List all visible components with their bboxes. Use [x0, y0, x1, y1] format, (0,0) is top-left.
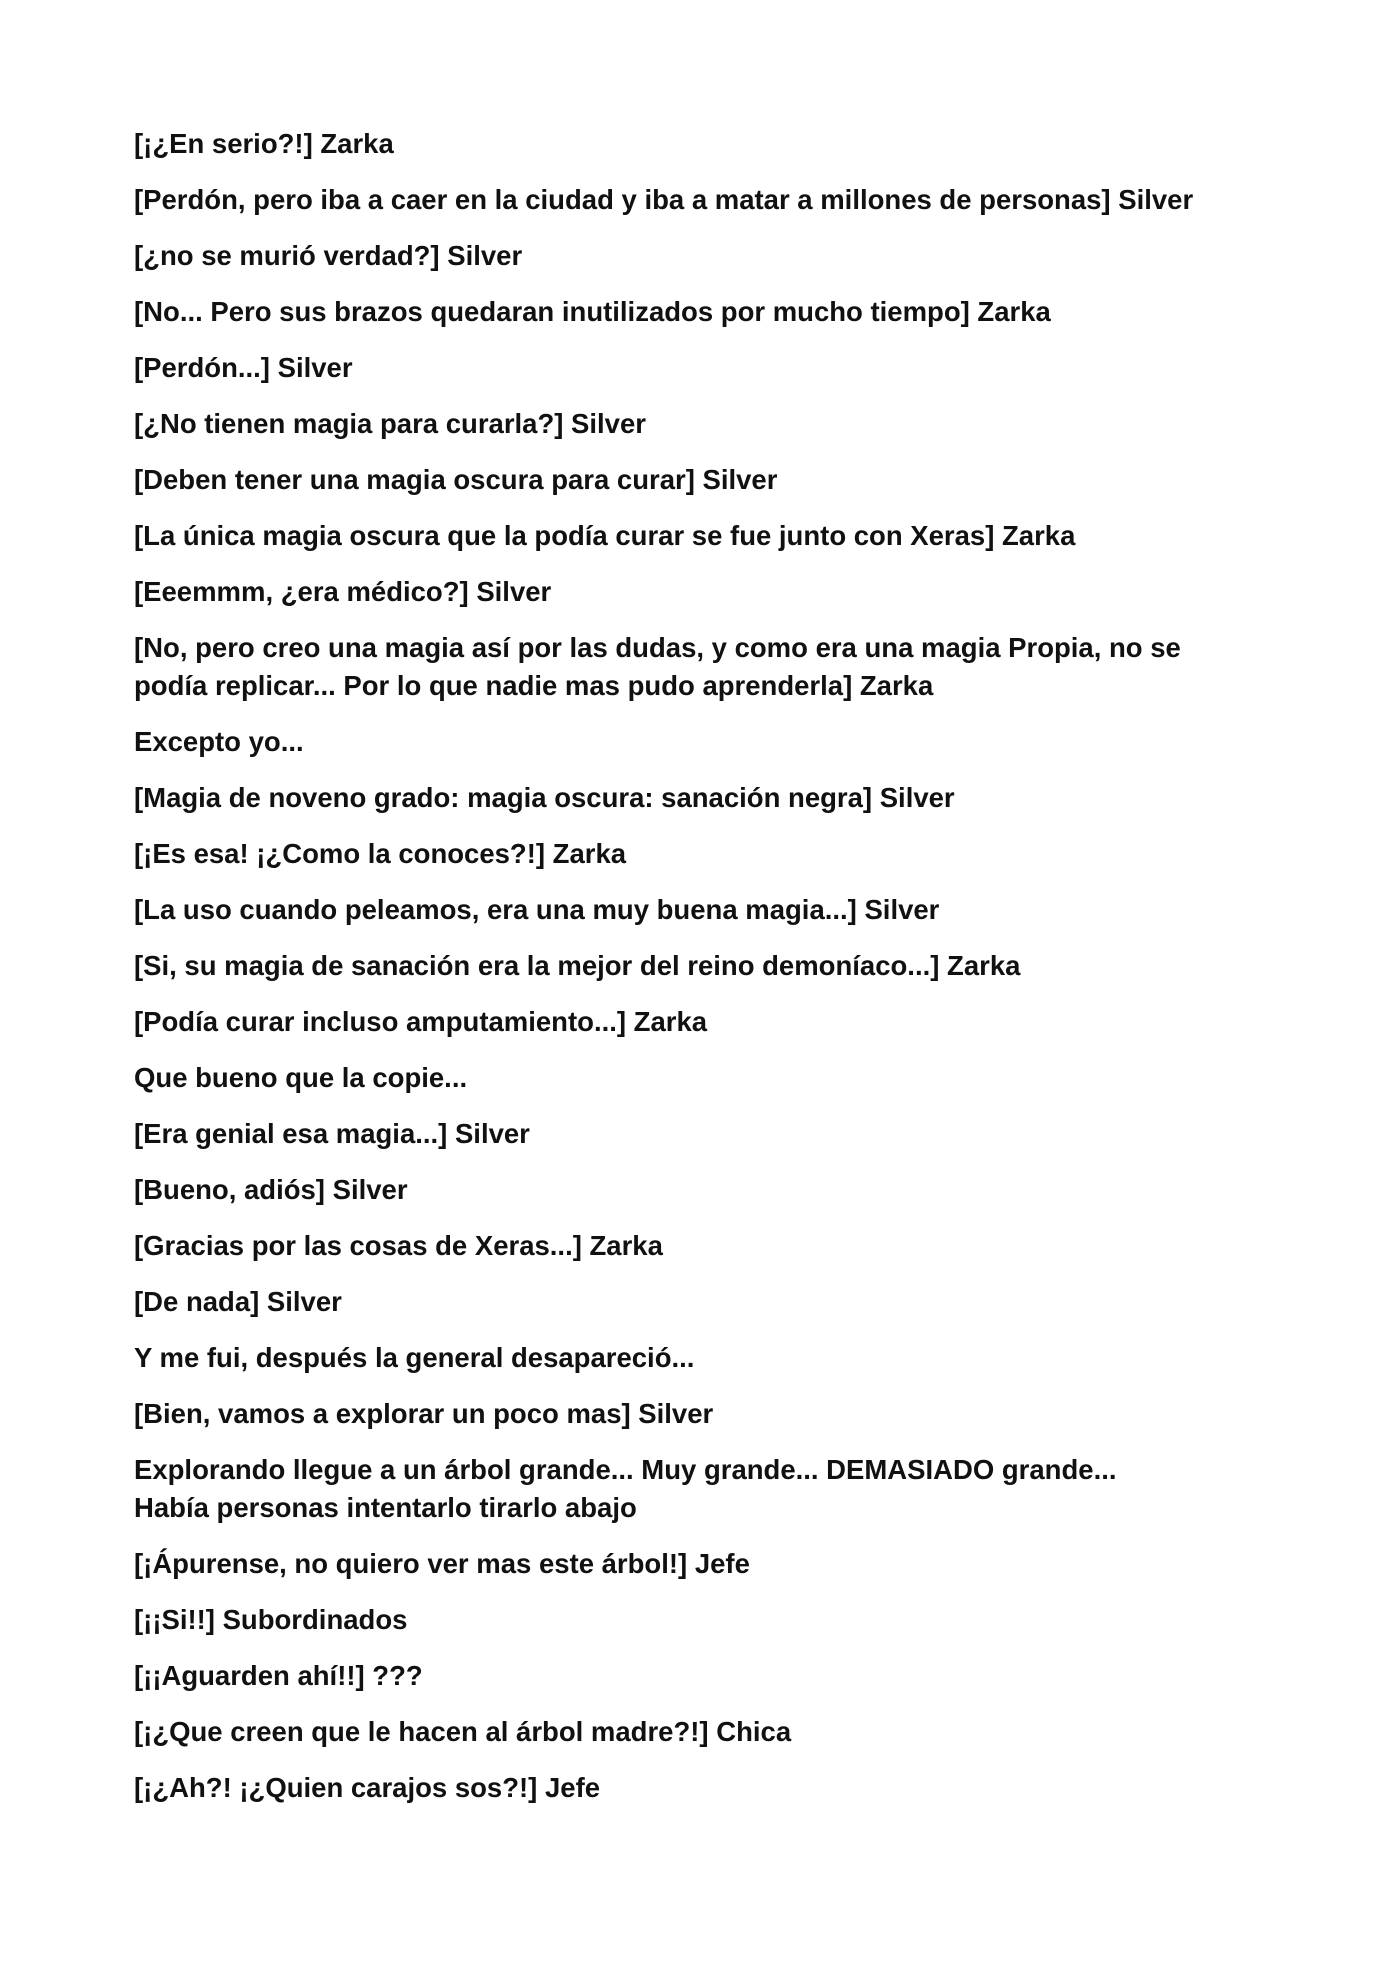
text-line: [¡¿Que creen que le hacen al árbol madre?!] Chica — [134, 1716, 792, 1747]
paragraph — [134, 517, 1284, 555]
paragraph — [134, 125, 1284, 163]
paragraph — [134, 1601, 1284, 1639]
paragraph — [134, 1003, 1284, 1041]
paragraph — [134, 181, 1284, 219]
text-line: [¡Ápurense, no quiero ver mas este árbol!] Jefe — [134, 1548, 750, 1579]
paragraph — [134, 461, 1284, 499]
text-line: Y me fui, después la general desapareció... — [134, 1342, 695, 1373]
text-line: Había personas intentarlo tirarlo abajo — [134, 1492, 637, 1523]
text-line: [Si, su magia de sanación era la mejor del reino demoníaco...] Zarka — [134, 950, 1021, 981]
paragraph — [134, 1283, 1284, 1321]
paragraph — [134, 891, 1284, 929]
paragraph — [134, 1657, 1284, 1695]
text-line: [¿No tienen magia para curarla?] Silver — [134, 408, 646, 439]
paragraph — [134, 1115, 1284, 1153]
paragraph — [134, 1171, 1284, 1209]
text-line: [No... Pero sus brazos quedaran inutilizados por mucho tiempo] Zarka — [134, 296, 1051, 327]
paragraph — [134, 1713, 1284, 1751]
text-line: [Perdón, pero iba a caer en la ciudad y iba a matar a millones de personas] Silver — [134, 184, 1194, 215]
text-line: [Podía curar incluso amputamiento...] Zarka — [134, 1006, 708, 1037]
paragraph — [134, 779, 1284, 817]
paragraph — [134, 1395, 1284, 1433]
text-line: [¡Es esa! ¡¿Como la conoces?!] Zarka — [134, 838, 627, 869]
paragraph — [134, 237, 1284, 275]
paragraph — [134, 1769, 1284, 1807]
paragraph — [134, 405, 1284, 443]
paragraph — [134, 947, 1284, 985]
text-line: Excepto yo... — [134, 726, 304, 757]
text-line: [No, pero creo una magia así por las dudas, y como era una magia Propia, no se — [134, 632, 1181, 663]
paragraph — [134, 573, 1284, 611]
paragraph — [134, 723, 1284, 761]
paragraph — [134, 349, 1284, 387]
text-line: [Eeemmm, ¿era médico?] Silver — [134, 576, 552, 607]
paragraph — [134, 1451, 1284, 1527]
paragraph — [134, 1227, 1284, 1265]
text-line: [La uso cuando peleamos, era una muy buena magia...] Silver — [134, 894, 940, 925]
text-line: [¡¿En serio?!] Zarka — [134, 128, 394, 159]
text-line: [¡¿Ah?! ¡¿Quien carajos sos?!] Jefe — [134, 1772, 601, 1803]
paragraph — [134, 293, 1284, 331]
paragraph — [134, 1545, 1284, 1583]
paragraph — [134, 835, 1284, 873]
paragraph — [134, 629, 1284, 705]
text-line: [Deben tener una magia oscura para curar] Silver — [134, 464, 778, 495]
document-body — [134, 125, 1284, 1825]
text-line: [Perdón...] Silver — [134, 352, 353, 383]
text-line: [Gracias por las cosas de Xeras...] Zarka — [134, 1230, 663, 1261]
paragraph — [134, 1339, 1284, 1377]
text-line: [Bien, vamos a explorar un poco mas] Silver — [134, 1398, 714, 1429]
text-line: [¡¡Si!!] Subordinados — [134, 1604, 408, 1635]
text-line: [¿no se murió verdad?] Silver — [134, 240, 523, 271]
text-line: podía replicar... Por lo que nadie mas pudo aprenderla] Zarka — [134, 670, 934, 701]
text-line: [Bueno, adiós] Silver — [134, 1174, 408, 1205]
text-line: [¡¡Aguarden ahí!!] ??? — [134, 1660, 423, 1691]
text-line: [De nada] Silver — [134, 1286, 342, 1317]
text-line: [La única magia oscura que la podía curar se fue junto con Xeras] Zarka — [134, 520, 1076, 551]
text-line: Explorando llegue a un árbol grande... Muy grande... DEMASIADO grande... — [134, 1454, 1117, 1485]
paragraph — [134, 1059, 1284, 1097]
text-line: [Magia de noveno grado: magia oscura: sanación negra] Silver — [134, 782, 955, 813]
text-line: [Era genial esa magia...] Silver — [134, 1118, 530, 1149]
text-line: Que bueno que la copie... — [134, 1062, 468, 1093]
